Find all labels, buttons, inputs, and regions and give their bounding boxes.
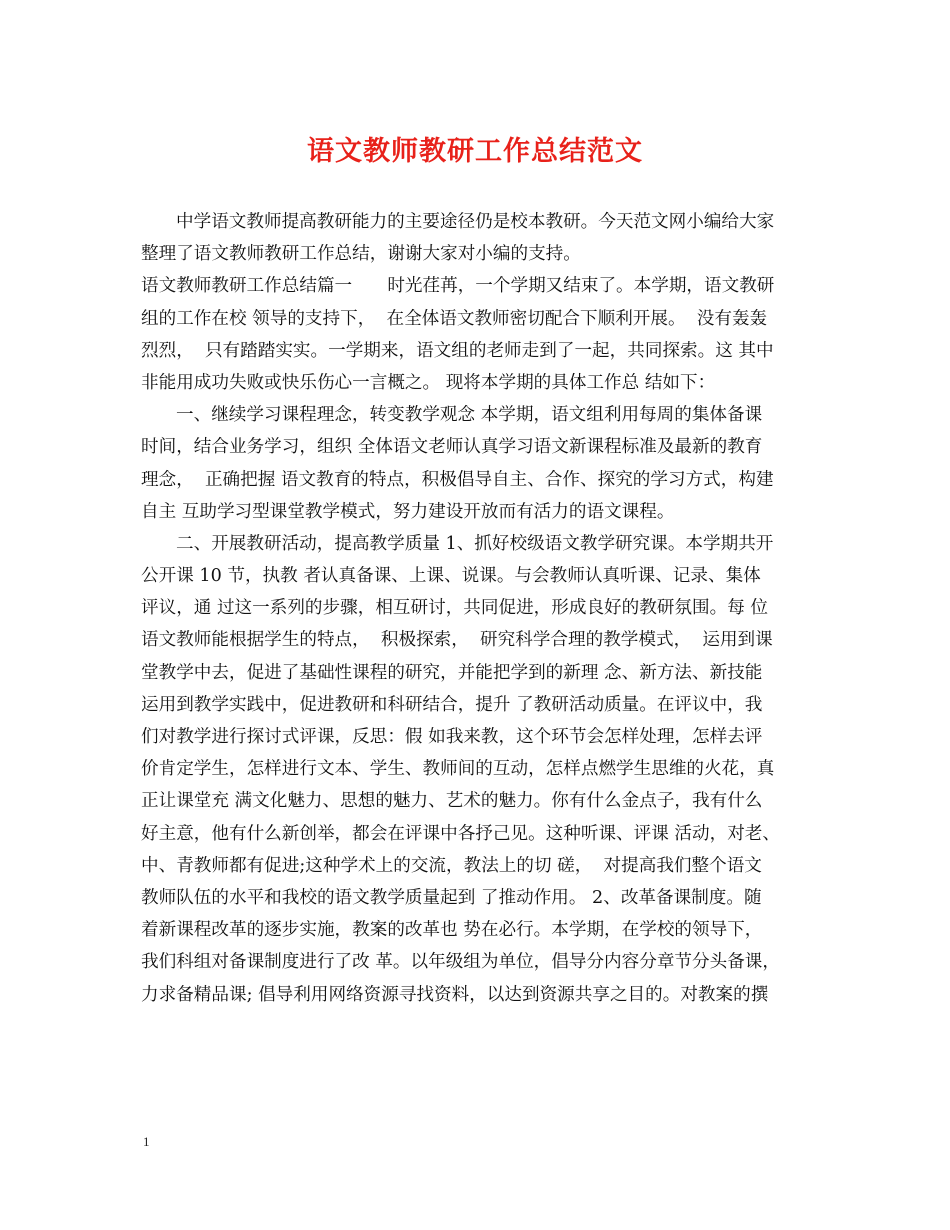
- paragraph-line: 价肯定学生，怎样进行文本、学生、教师间的互动，怎样点燃学生思维的火花，真: [141, 759, 775, 780]
- paragraph-line: 语文教师能根据学生的特点， 积极探索， 研究科学合理的教学模式， 运用到课: [141, 630, 773, 651]
- paragraph-line: 我们科组对备课制度进行了改 革。以年级组为单位，倡导分内容分章节分头备课，: [141, 952, 780, 973]
- paragraph-line: 评议，通 过这一系列的步骤，相互研讨，共同促进，形成良好的教研氛围。每 位: [141, 598, 768, 619]
- paragraph-line: 组的工作在校 领导的支持下， 在全体语文教师密切配合下顺利开展。 没有轰轰: [141, 308, 768, 329]
- paragraph-line: 好主意，他有什么新创举，都会在评课中各抒己见。这种听课、评课 活动，对老、: [141, 823, 780, 844]
- paragraph-line: 一、继续学习课程理念，转变教学观念 本学期，语文组利用每周的集体备课: [176, 405, 763, 426]
- paragraph-line: 力求备精品课; 倡导利用网络资源寻找资料，以达到资源共享之目的。对教案的撰: [141, 984, 769, 1005]
- page-number: 1: [143, 1134, 150, 1149]
- paragraph-line: 运用到教学实践中，促进教研和科研结合，提升 了教研活动质量。在评议中，我: [141, 694, 763, 715]
- paragraph-line: 正让课堂充 满文化魅力、思想的魅力、艺术的魅力。你有什么金点子，我有什么: [141, 791, 763, 812]
- paragraph-line: 着新课程改革的逐步实施，教案的改革也 势在必行。本学期，在学校的领导下，: [141, 920, 763, 941]
- paragraph-line: 堂教学中去，促进了基础性课程的研究，并能把学到的新理 念、新方法、新技能: [141, 662, 763, 683]
- paragraph-line: 们对教学进行探讨式评课，反思：假 如我来教，这个环节会怎样处理，怎样去评: [141, 727, 763, 747]
- document-body: [141, 206, 827, 1011]
- paragraph-line: 公开课 10 节，执教 者认真备课、上课、说课。与会教师认真听课、记录、集体: [141, 566, 761, 587]
- paragraph-line: 时间，结合业务学习，组织 全体语文老师认真学习语文新课程标准及最新的教育: [141, 437, 763, 458]
- paragraph-line: 理念， 正确把握 语文教育的特点，积极倡导自主、合作、探究的学习方式，构建: [141, 469, 774, 490]
- paragraph-line: 烈烈， 只有踏踏实实。一学期来，语文组的老师走到了一起，共同探索。这 其中: [141, 340, 774, 361]
- document-title: 语文教师教研工作总结范文: [307, 136, 643, 167]
- paragraph-line: 中学语文教师提高教研能力的主要途径仍是校本教研。今天范文网小编给大家: [176, 212, 775, 232]
- paragraph-line: 二、开展教研活动，提高教学质量 1、抓好校级语文教学研究课。本学期共开: [176, 533, 774, 554]
- paragraph-line: 教师队伍的水平和我校的语文教学质量起到 了推动作用。 2、改革备课制度。随: [141, 887, 762, 908]
- paragraph-line: 自主 互助学习型课堂教学模式，努力建设开放而有活力的语文课程。: [141, 501, 675, 522]
- paragraph-line: 非能用成功失败或快乐伤心一言概之。 现将本学期的具体工作总 结如下：: [141, 372, 716, 393]
- paragraph-line: 整理了语文教师教研工作总结，谢谢大家对小编的支持。: [141, 244, 581, 265]
- paragraph-line: 语文教师教研工作总结篇一 时光荏苒，一个学期又结束了。本学期，语文教研: [141, 276, 775, 297]
- paragraph-line: 中、青教师都有促进;这种学术上的交流，教法上的切 磋， 对提高我们整个语文: [141, 855, 762, 876]
